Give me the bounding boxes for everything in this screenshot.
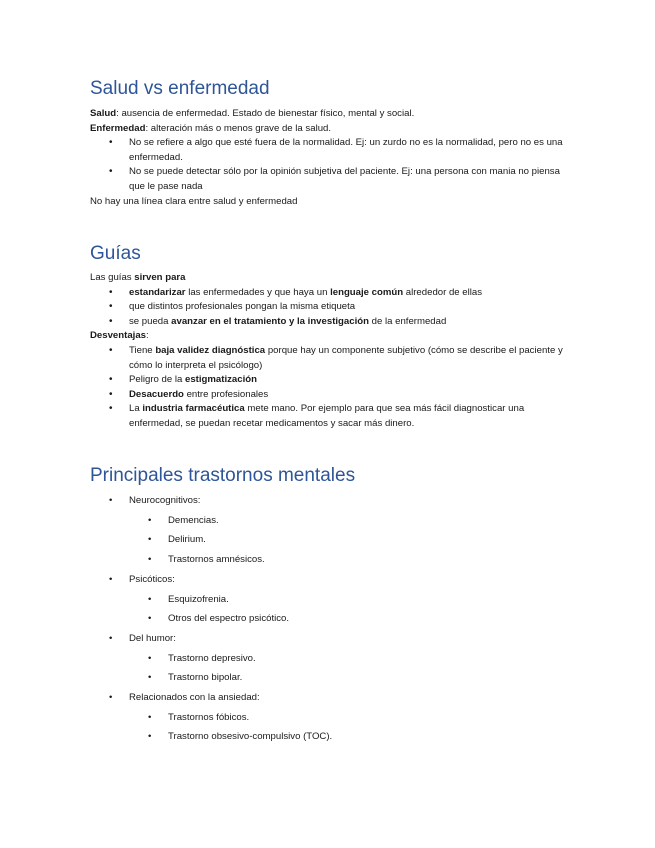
- subitem: • Trastorno depresivo.: [90, 649, 570, 669]
- list-item: • No se puede detectar sólo por la opinión subjetiva del paciente. Ej: una persona con mania no piensa que le pase nada: [90, 165, 570, 194]
- subitem: • Trastornos fóbicos.: [90, 708, 570, 728]
- trastornos-list: [90, 491, 570, 747]
- list-item: • se pueda avanzar en el tratamiento y la investigación de la enfermedad: [90, 315, 570, 330]
- list-item: • que distintos profesionales pongan la misma etiqueta: [90, 300, 570, 315]
- subitem: • Trastornos amnésicos.: [90, 550, 570, 570]
- list-item: • Desacuerdo entre profesionales: [90, 388, 570, 403]
- list-item: • La industria farmacéutica mete mano. Por ejemplo para que sea más fácil diagnosticar una enfermedad, se puedan recetar medicamentos y sacar más dinero.: [90, 402, 570, 431]
- section-salud: [90, 107, 570, 209]
- list-item: • estandarizar las enfermedades y que haya un lenguaje común alrededor de ellas: [90, 286, 570, 301]
- subitem: • Trastorno obsesivo-compulsivo (TOC).: [90, 727, 570, 747]
- list-item: • Tiene baja validez diagnóstica porque hay un componente subjetivo (cómo se describe el paciente y cómo lo interpreta el psicólogo): [90, 344, 570, 373]
- list-item: • Peligro de la estigmatización: [90, 373, 570, 388]
- subitem: • Esquizofrenia.: [90, 590, 570, 610]
- category-item: • Psicóticos:: [90, 570, 570, 590]
- heading-principales-trastornos: Principales trastornos mentales: [90, 465, 356, 486]
- section-guias: [90, 271, 570, 432]
- guias-uses-list: [90, 286, 570, 330]
- category-item: • Del humor:: [90, 629, 570, 649]
- subitem: • Otros del espectro psicótico.: [90, 609, 570, 629]
- desventajas-label: Desventajas:: [90, 330, 149, 342]
- desventajas-list: [90, 344, 570, 432]
- heading-guias: Guías: [90, 243, 141, 264]
- salud-closing: No hay una línea clara entre salud y enfermedad: [90, 195, 298, 207]
- guias-intro: Las guías sirven para: [90, 272, 186, 283]
- category-item: • Neurocognitivos:: [90, 491, 570, 511]
- salud-bullet-list: [90, 136, 570, 194]
- definition-salud: Salud: ausencia de enfermedad. Estado de bienestar físico, mental y social.: [90, 108, 415, 119]
- list-item: • No se refiere a algo que esté fuera de la normalidad. Ej: un zurdo no es la normalidad, pero no es una enfermedad.: [90, 136, 570, 165]
- subitem: • Demencias.: [90, 511, 570, 531]
- subitem: • Trastorno bipolar.: [90, 668, 570, 688]
- definition-enfermedad: Enfermedad: alteración más o menos grave de la salud.: [90, 122, 332, 134]
- section-trastornos: [90, 491, 570, 747]
- subitem: • Delirium.: [90, 530, 570, 550]
- category-item: • Relacionados con la ansiedad:: [90, 688, 570, 708]
- heading-salud-vs-enfermedad: Salud vs enfermedad: [90, 78, 270, 99]
